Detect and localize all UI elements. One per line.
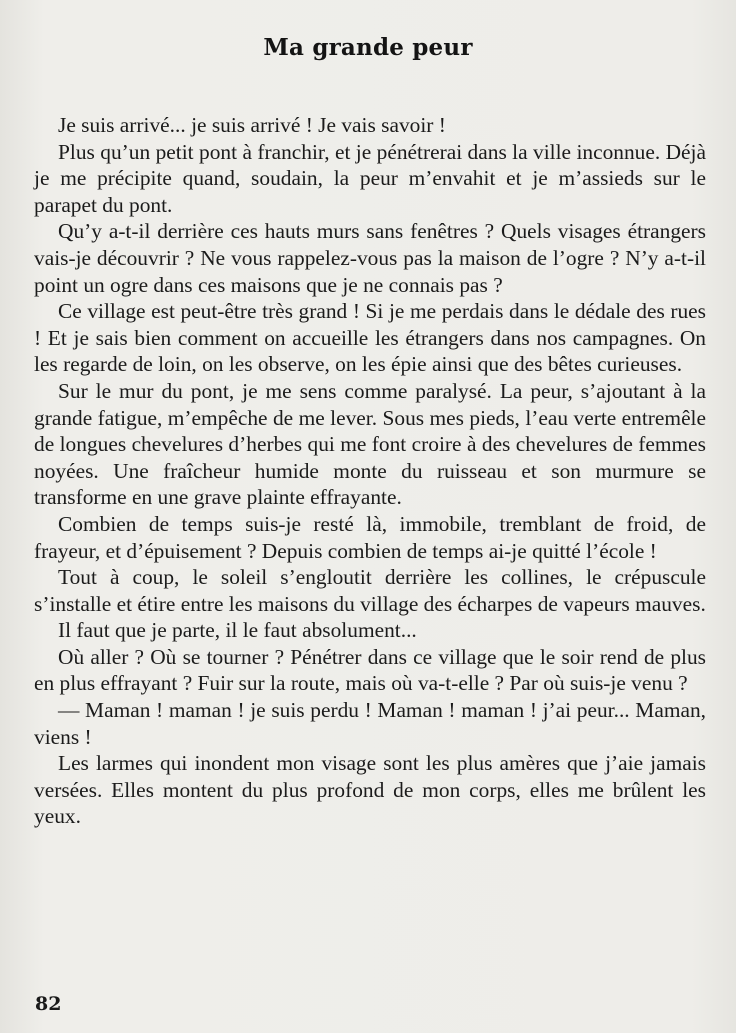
body-text	[34, 112, 706, 830]
paragraph: Sur le mur du pont, je me sens comme paralysé. La peur, s’ajoutant à la grande fatigue, m’empêche de me lever. Sous mes pieds, l’eau verte entremêle de longues chevelures d’herbes qui me font croire à des chevelures de femmes noyées. Une fraîcheur humide monte du ruisseau et son murmure se transforme en une grave plainte effrayante.	[34, 378, 706, 510]
page-number: 82	[35, 993, 62, 1015]
paragraph: — Maman ! maman ! je suis perdu ! Maman ! maman ! j’ai peur... Maman, viens !	[34, 698, 706, 749]
paragraph: Qu’y a-t-il derrière ces hauts murs sans fenêtres ? Quels visages étrangers vais-je découvrir ? Ne vous rappelez-vous pas la maison de l’ogre ? N’y a-t-il point un ogre dans ces maisons que je ne connais pas ?	[34, 219, 706, 297]
paragraph: Les larmes qui inondent mon visage sont les plus amères que j’aie jamais versées. Elles montent du plus profond de mon corps, elles me brûlent les yeux.	[34, 751, 706, 829]
paragraph: Ce village est peut-être très grand ! Si je me perdais dans le dédale des rues ! Et je sais bien comment on accueille les étrangers dans nos campagnes. On les regarde de loin, on les observe, on les épie ainsi que des bêtes curieuses.	[34, 299, 706, 377]
paragraph: Où aller ? Où se tourner ? Pénétrer dans ce village que le soir rend de plus en plus effrayant ? Fuir sur la route, mais où va-t-elle ? Par où suis-je venu ?	[34, 644, 706, 696]
paragraph: Combien de temps suis-je resté là, immobile, tremblant de froid, de frayeur, et d’épuisement ? Depuis combien de temps ai-je quitté l’école !	[34, 511, 706, 563]
paragraph: Je suis arrivé... je suis arrivé ! Je vais savoir !	[58, 113, 446, 137]
paragraph: Il faut que je parte, il le faut absolument...	[58, 618, 417, 643]
paragraph: Plus qu’un petit pont à franchir, et je pénétrerai dans la ville inconnue. Déjà je me précipite quand, soudain, la peur m’envahit et je m’assieds sur le parapet du pont.	[34, 139, 706, 217]
paragraph: Tout à coup, le soleil s’engloutit derrière les collines, le crépuscule s’installe et étire entre les maisons du village des écharpes de vapeurs mauves.	[34, 565, 706, 616]
page-title: Ma grande peur	[263, 34, 473, 61]
